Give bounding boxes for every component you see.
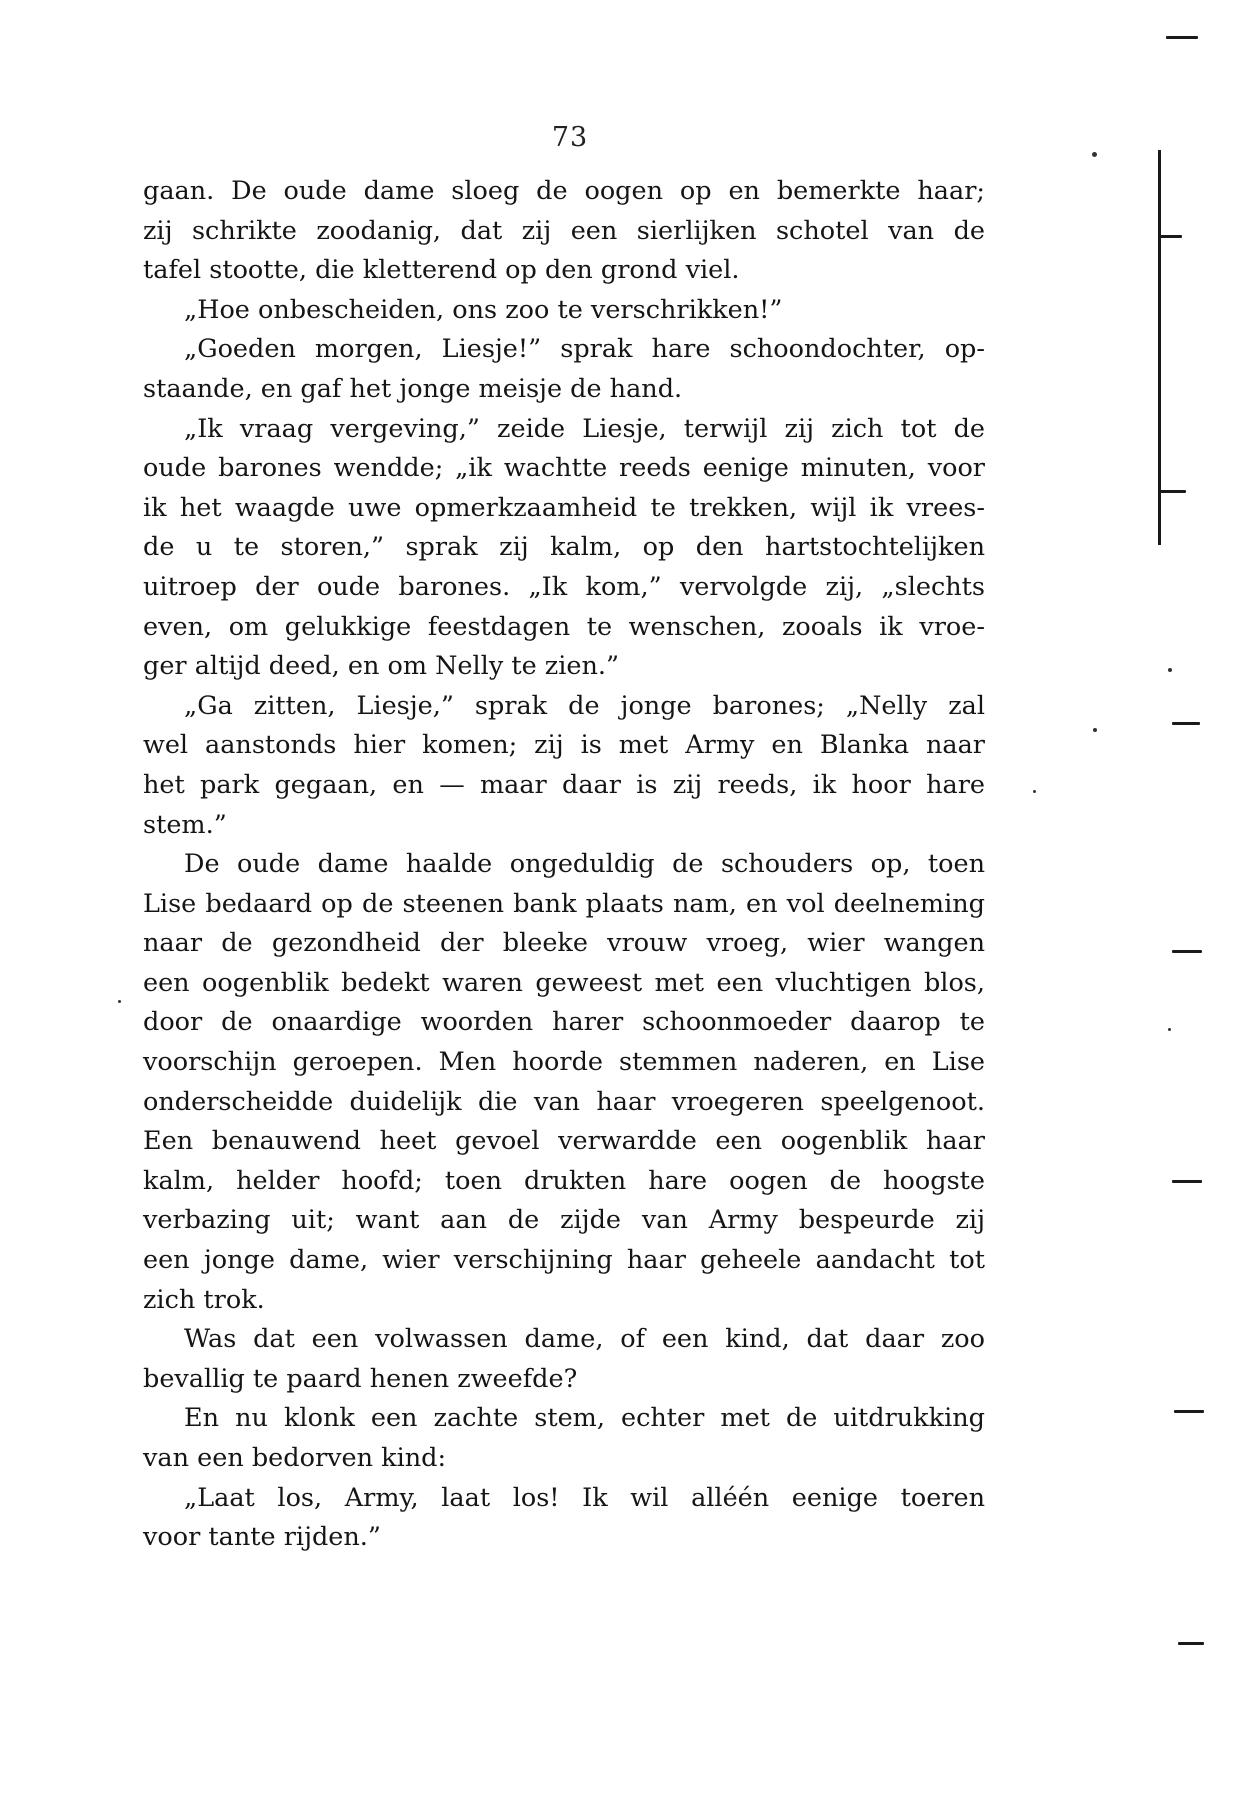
text-line: onderscheidde duidelijk die van haar vroegeren speelgenoot. xyxy=(143,1086,985,1117)
text-line: „Goeden morgen, Liesje!” sprak hare schoondochter, op- xyxy=(184,334,985,365)
scan-speck xyxy=(1093,728,1097,732)
scan-edge-line xyxy=(1158,150,1161,545)
text-line: Lise bedaard op de steenen bank plaats nam, en vol deelneming xyxy=(143,888,985,919)
text-line: En nu klonk een zachte stem, echter met de uitdrukking xyxy=(184,1403,985,1434)
text-line: uitroep der oude barones. „Ik kom,” vervolgde zij, „slechts xyxy=(143,571,985,602)
text-line: De oude dame haalde ongeduldig de schouders op, toen xyxy=(184,849,985,880)
text-line: een oogenblik bedekt waren geweest met een vluchtigen blos, xyxy=(143,967,985,998)
scan-speck xyxy=(1033,790,1036,793)
scan-mark xyxy=(1166,36,1198,39)
text-line: voorschijn geroepen. Men hoorde stemmen naderen, en Lise xyxy=(143,1047,985,1078)
text-line: bevallig te paard henen zweefde? xyxy=(143,1363,578,1394)
text-line: naar de gezondheid der bleeke vrouw vroeg, wier wangen xyxy=(143,928,985,959)
text-line: Een benauwend heet gevoel verwardde een oogenblik haar xyxy=(143,1126,985,1157)
text-line: voor tante rijden.” xyxy=(143,1522,381,1553)
scan-mark xyxy=(1172,950,1202,953)
scan-speck xyxy=(118,1000,121,1003)
scan-mark xyxy=(1174,1410,1204,1413)
scan-mark xyxy=(1160,490,1186,493)
text-line: even, om gelukkige feestdagen te wenschen, zooals ik vroe- xyxy=(143,611,985,642)
text-line: oude barones wendde; „ik wachtte reeds eenige minuten, voor xyxy=(143,453,985,484)
text-line: stem.” xyxy=(143,809,227,840)
text-line: ik het waagde uwe opmerkzaamheid te trekken, wijl ik vrees- xyxy=(143,492,985,523)
text-line: gaan. De oude dame sloeg de oogen op en bemerkte haar; xyxy=(143,176,985,206)
text-line: kalm, helder hoofd; toen drukten hare oogen de hoogste xyxy=(143,1165,985,1196)
scan-speck xyxy=(1092,152,1097,157)
text-line: „Ga zitten, Liesje,” sprak de jonge barones; „Nelly zal xyxy=(184,690,985,721)
text-line: een jonge dame, wier verschijning haar geheele aandacht tot xyxy=(143,1245,985,1276)
text-line: ger altijd deed, en om Nelly te zien.” xyxy=(143,651,620,682)
text-line: wel aanstonds hier komen; zij is met Army en Blanka naar xyxy=(143,730,985,761)
scan-mark xyxy=(1160,235,1182,238)
text-line: zij schrikte zoodanig, dat zij een sierlijken schotel van de xyxy=(143,215,985,246)
scan-mark xyxy=(1172,1180,1202,1183)
text-line: staande, en gaf het jonge meisje de hand. xyxy=(143,373,683,404)
text-line: tafel stootte, die kletterend op den grond viel. xyxy=(143,255,740,286)
scan-mark xyxy=(1172,722,1200,725)
text-line: door de onaardige woorden harer schoonmoeder daarop te xyxy=(143,1007,985,1038)
scan-speck xyxy=(1168,1028,1171,1031)
text-line: Was dat een volwassen dame, of een kind, dat daar zoo xyxy=(184,1324,985,1355)
scan-mark xyxy=(1178,1642,1204,1645)
text-line: verbazing uit; want aan de zijde van Army bespeurde zij xyxy=(143,1205,985,1236)
text-line: het park gegaan, en — maar daar is zij reeds, ik hoor hare xyxy=(143,769,985,800)
page-number: 73 xyxy=(551,122,589,153)
text-line: „Ik vraag vergeving,” zeide Liesje, terwijl zij zich tot de xyxy=(184,413,985,444)
text-line: „Laat los, Army, laat los! Ik wil alléén eenige toeren xyxy=(184,1482,985,1513)
text-line: „Hoe onbescheiden, ons zoo te verschrikken!” xyxy=(184,294,783,325)
body-text xyxy=(143,172,985,1558)
scan-speck xyxy=(1168,668,1172,672)
text-line: van een bedorven kind: xyxy=(143,1443,447,1473)
text-line: zich trok. xyxy=(143,1284,265,1315)
text-line: de u te storen,” sprak zij kalm, op den hartstochtelijken xyxy=(143,532,985,563)
